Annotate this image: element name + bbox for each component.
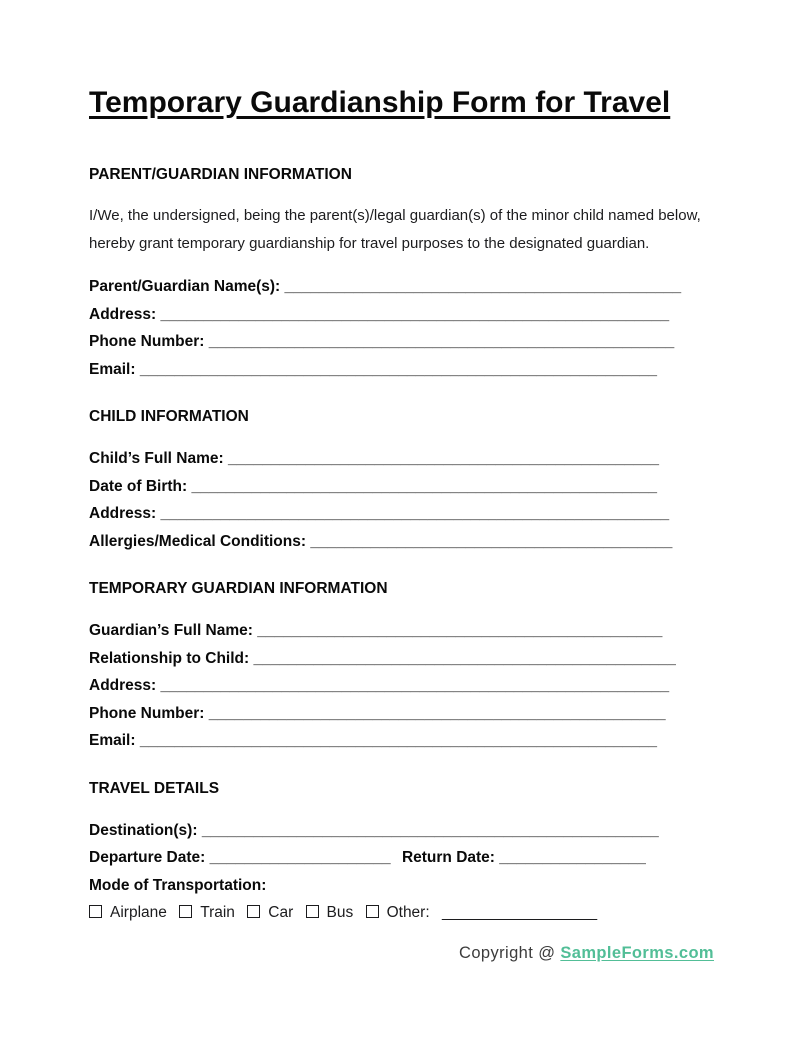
checkbox-label: Train — [200, 904, 235, 921]
field-label: Email: — [89, 732, 136, 749]
field-blank-line: ____________________________________________________________ — [139, 732, 658, 749]
field-row-parent-email — [89, 356, 714, 384]
checkbox-icon[interactable] — [366, 905, 379, 918]
field-row-child-dob — [89, 473, 714, 501]
field-blank-line: ______________________________________________ — [284, 278, 682, 295]
field-row-parent-name — [89, 273, 714, 301]
checkbox-icon[interactable] — [247, 905, 260, 918]
checkbox-label: Bus — [326, 904, 354, 921]
field-label: Address: — [89, 677, 157, 694]
copyright-text: Copyright @ — [459, 943, 556, 962]
field-label: Guardian’s Full Name: — [89, 622, 253, 639]
footer — [89, 942, 714, 964]
field-label: Address: — [89, 305, 157, 323]
field-blank-line: _________________ — [499, 849, 646, 866]
field-blank-line: ___________________________________________________________ — [160, 305, 670, 323]
field-blank-line: ___________________________________________________________ — [160, 505, 670, 522]
guardian-fields — [89, 617, 714, 755]
field-row-guardian-email — [89, 727, 714, 755]
field-blank-line: _______________________________________________ — [257, 622, 663, 639]
field-label: Destination(s): — [89, 821, 198, 839]
field-label: Relationship to Child: — [89, 649, 250, 667]
checkbox-label: Other: — [386, 904, 430, 921]
section-heading-temporary-guardian: TEMPORARY GUARDIAN INFORMATION — [89, 580, 388, 597]
checkbox-option-airplane[interactable] — [89, 904, 167, 921]
field-row-dates — [89, 844, 714, 872]
field-blank-line: ____________________________________________________________ — [139, 360, 658, 378]
field-blank-line: __________________________________________________ — [227, 450, 659, 467]
field-blank-line: _____________________________________________________ — [208, 704, 666, 722]
field-label: Allergies/Medical Conditions: — [89, 532, 307, 550]
field-blank-line: _____________________ — [209, 849, 391, 866]
checkbox-option-train[interactable] — [179, 904, 235, 921]
field-blank-line: ___________________________________________________________ — [160, 677, 670, 694]
section-heading-child: CHILD INFORMATION — [89, 408, 249, 425]
section-heading-travel: TRAVEL DETAILS — [89, 779, 220, 797]
field-label: Child’s Full Name: — [89, 450, 224, 467]
document-title: Temporary Guardianship Form for Travel — [89, 86, 671, 119]
field-label: Parent/Guardian Name(s): — [89, 278, 281, 295]
field-blank-line: __________________ — [441, 904, 598, 921]
field-row-guardian-phone — [89, 700, 714, 728]
field-row-child-allergies — [89, 528, 714, 556]
field-row-guardian-address — [89, 672, 714, 700]
intro-paragraph: I/We, the undersigned, being the parent(s)/legal guardian(s) of the minor child named below, hereby grant temporary guardianship for travel purposes to the designated guardian. — [89, 207, 701, 252]
sampleforms-link[interactable]: SampleForms.com — [560, 943, 714, 962]
field-row-destination — [89, 817, 714, 845]
checkbox-option-car[interactable] — [247, 904, 293, 921]
section-heading-parent-guardian: PARENT/GUARDIAN INFORMATION — [89, 166, 352, 183]
field-row-transport-label — [89, 872, 714, 900]
travel-fields — [89, 817, 714, 927]
field-blank-line: ______________________________________________________ — [208, 333, 675, 350]
field-blank-line: _____________________________________________________ — [201, 821, 659, 839]
field-row-guardian-relationship — [89, 645, 714, 673]
field-label: Mode of Transportation: — [89, 876, 267, 894]
field-blank-line: __________________________________________ — [310, 532, 673, 550]
checkbox-label: Car — [268, 904, 294, 921]
field-row-parent-address — [89, 301, 714, 329]
field-label: Phone Number: — [89, 704, 205, 722]
field-label: Email: — [89, 360, 136, 378]
checkbox-icon[interactable] — [179, 905, 192, 918]
field-row-guardian-name — [89, 617, 714, 645]
checkbox-label: Airplane — [110, 904, 167, 921]
field-row-child-name — [89, 445, 714, 473]
child-fields — [89, 445, 714, 555]
field-label-departure: Departure Date: — [89, 849, 206, 866]
field-row-parent-phone — [89, 328, 714, 356]
field-blank-line: _________________________________________________ — [253, 649, 676, 667]
field-label: Phone Number: — [89, 333, 205, 350]
field-label-return: Return Date: — [401, 849, 495, 866]
transport-options-row — [89, 899, 714, 927]
field-label: Date of Birth: — [89, 477, 188, 495]
field-blank-line: ______________________________________________________ — [191, 477, 657, 495]
checkbox-icon[interactable] — [89, 905, 102, 918]
field-label: Address: — [89, 505, 157, 522]
checkbox-icon[interactable] — [306, 905, 319, 918]
field-row-child-address — [89, 500, 714, 528]
checkbox-option-bus[interactable] — [306, 904, 354, 921]
parent-fields — [89, 273, 714, 383]
checkbox-option-other[interactable] — [366, 904, 430, 921]
